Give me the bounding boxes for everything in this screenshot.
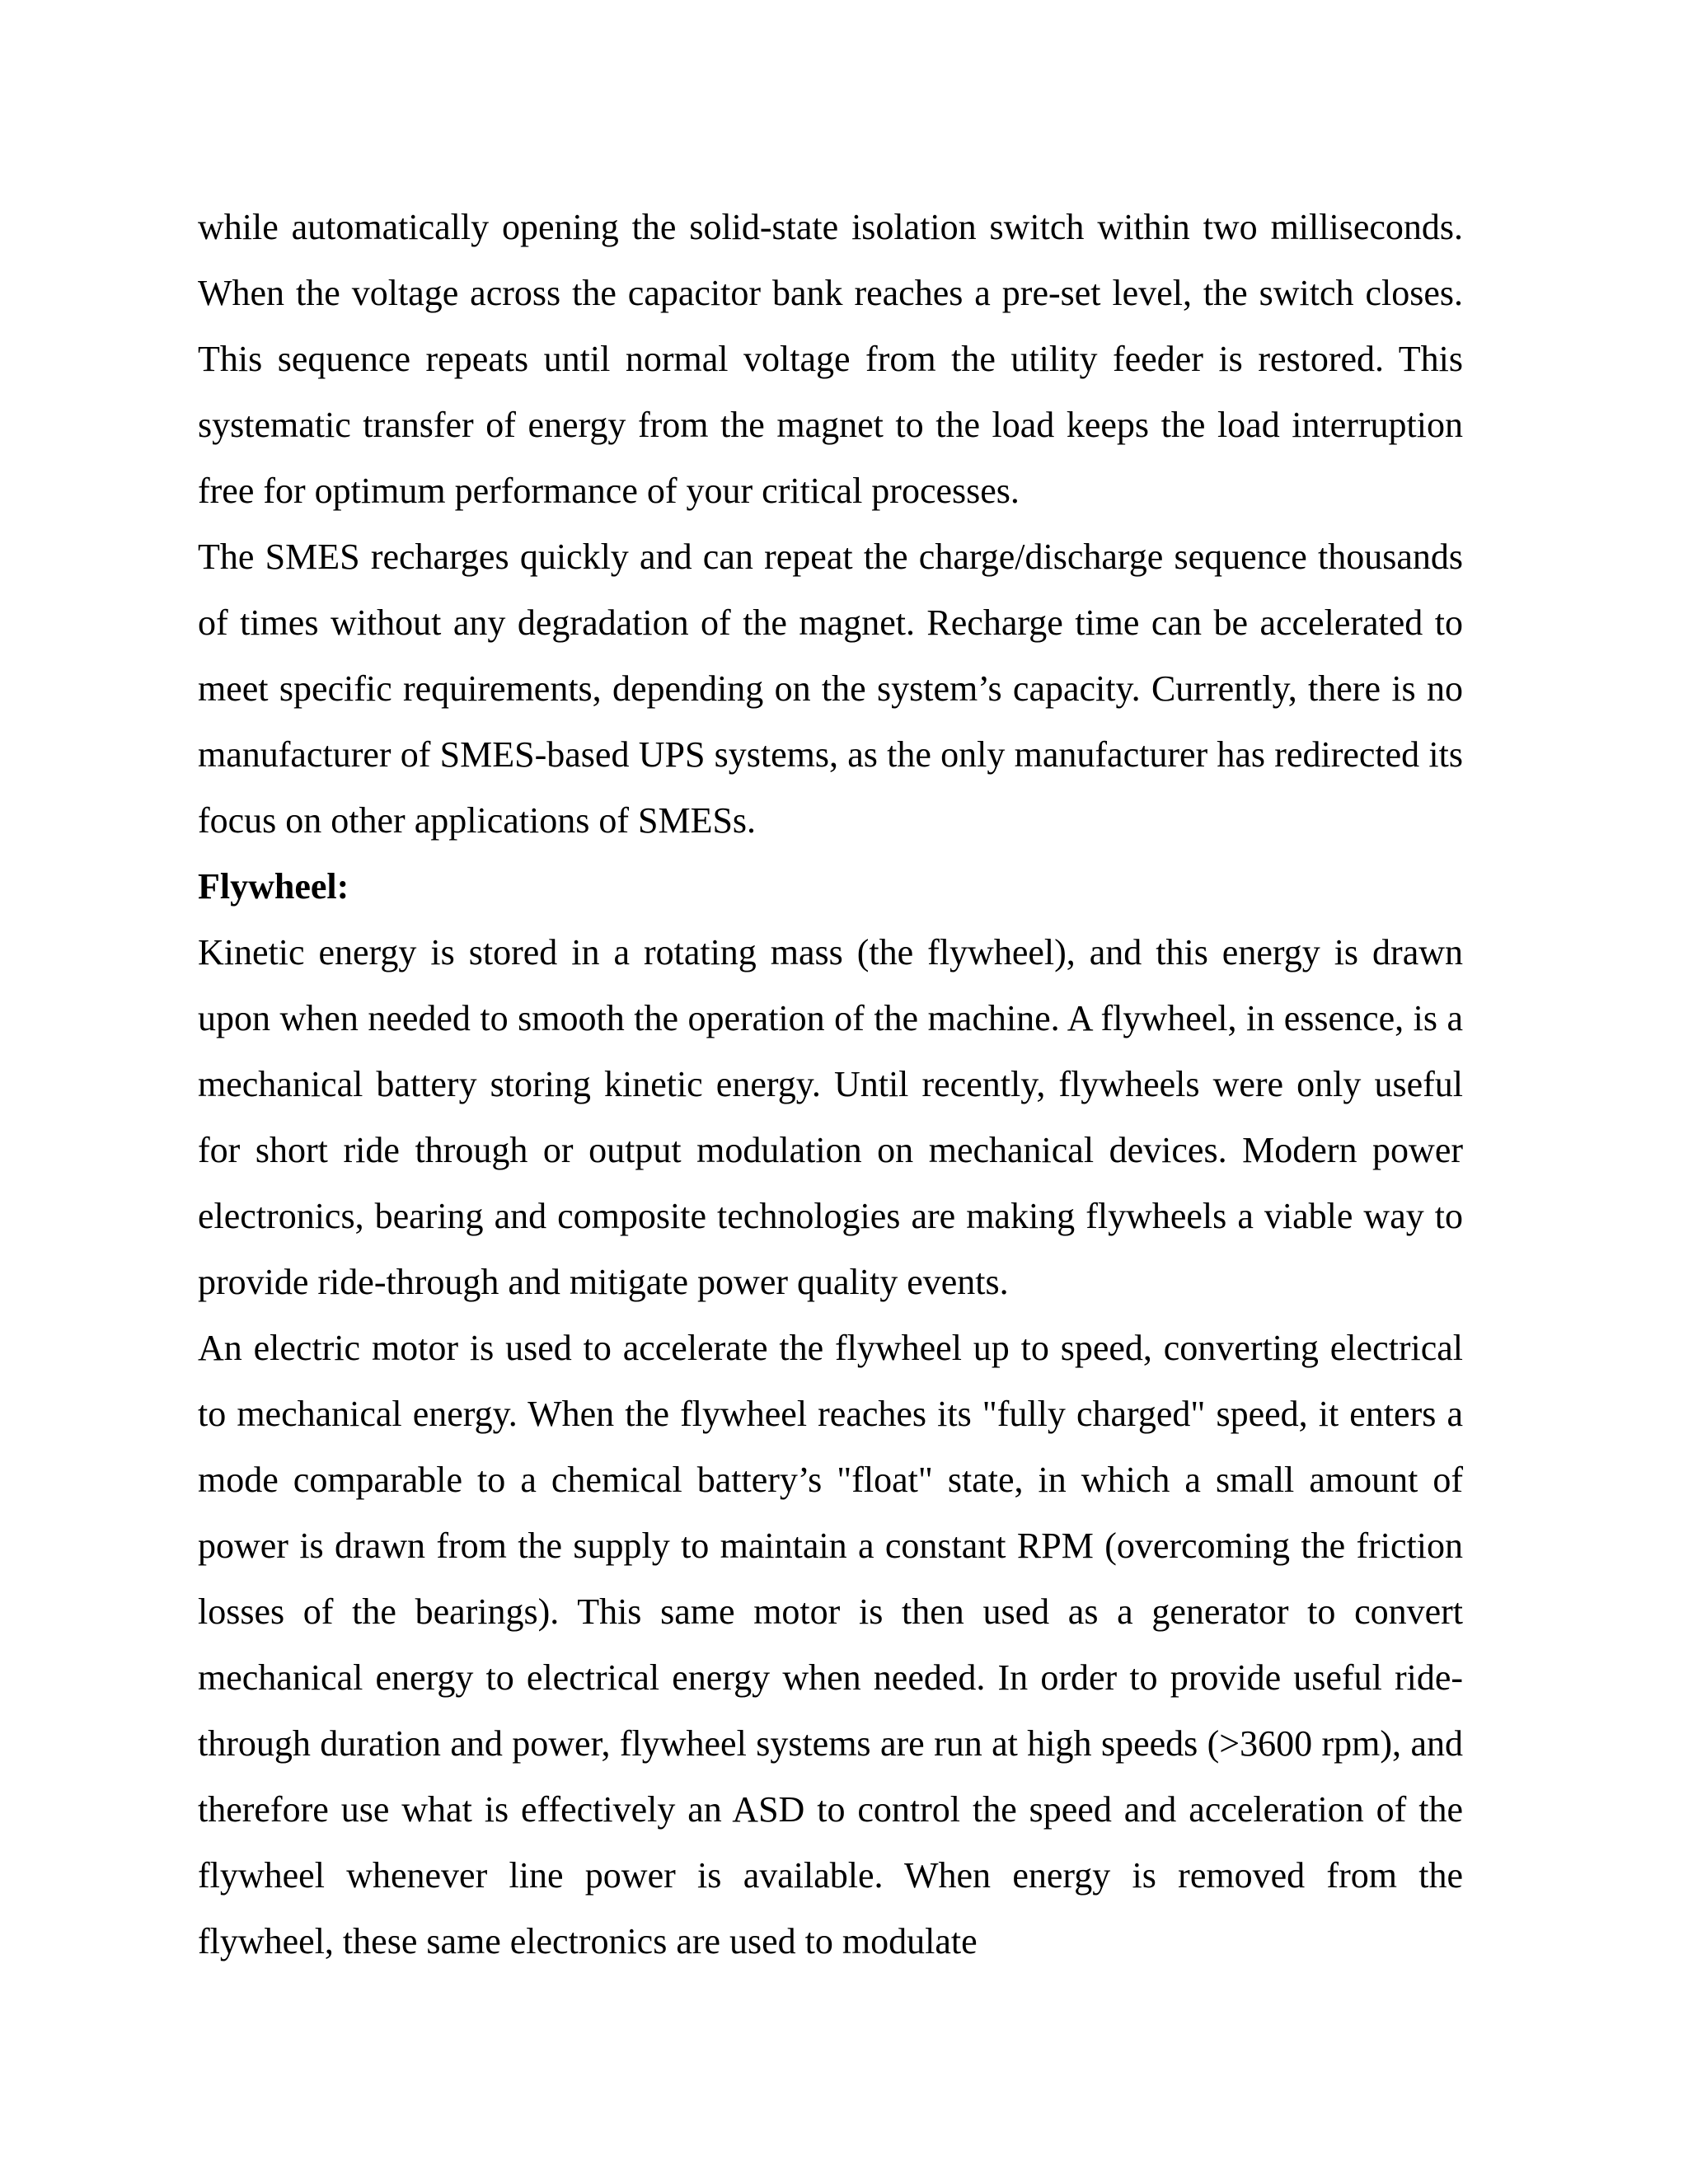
paragraph-flywheel-motor: An electric motor is used to accelerate the flywheel up to speed, converting electrical to mechanical energy. When the flywheel reaches its "fully charged" speed, it enters a mode comparable to a chemical battery’s "float" state, in which a small amount of power is drawn from the supply to maintain a constant RPM (overcoming the friction losses of the bearings). This same motor is then used as a generator to convert mechanical energy to electrical energy when needed. In order to provide useful ride-through duration and power, flywheel systems are run at high speeds (>3600 rpm), and therefore use what is effectively an ASD to control the speed and acceleration of the flywheel whenever line power is available. When energy is removed from the flywheel, these same electronics are used to modulate bbox=[198, 1328, 1463, 1961]
paragraph-smes-recharge: The SMES recharges quickly and can repeat the charge/discharge sequence thousands of times without any degradation of the magnet. Recharge time can be accelerated to meet specific requirements, depending on the system’s capacity. Currently, there is no manufacturer of SMES-based UPS systems, as the only manufacturer has redirected its focus on other applications of SMESs. bbox=[198, 537, 1463, 841]
paragraph-smes-discharge: while automatically opening the solid-state isolation switch within two milliseconds. When the voltage across the capacitor bank reaches a pre-set level, the switch closes. This sequence repeats until normal voltage from the utility feeder is restored. This systematic transfer of energy from the magnet to the load keeps the load interruption free for optimum performance of your critical processes. bbox=[198, 207, 1463, 511]
paragraph-flywheel-intro: Kinetic energy is stored in a rotating mass (the flywheel), and this energy is drawn upon when needed to smooth the operation of the machine. A flywheel, in essence, is a mechanical battery storing kinetic energy. Until recently, flywheels were only useful for short ride through or output modulation on mechanical devices. Modern power electronics, bearing and composite technologies are making flywheels a viable way to provide ride-through and mitigate power quality events. bbox=[198, 932, 1463, 1302]
document-page bbox=[198, 194, 1463, 1975]
section-heading-flywheel: Flywheel: bbox=[198, 866, 349, 907]
